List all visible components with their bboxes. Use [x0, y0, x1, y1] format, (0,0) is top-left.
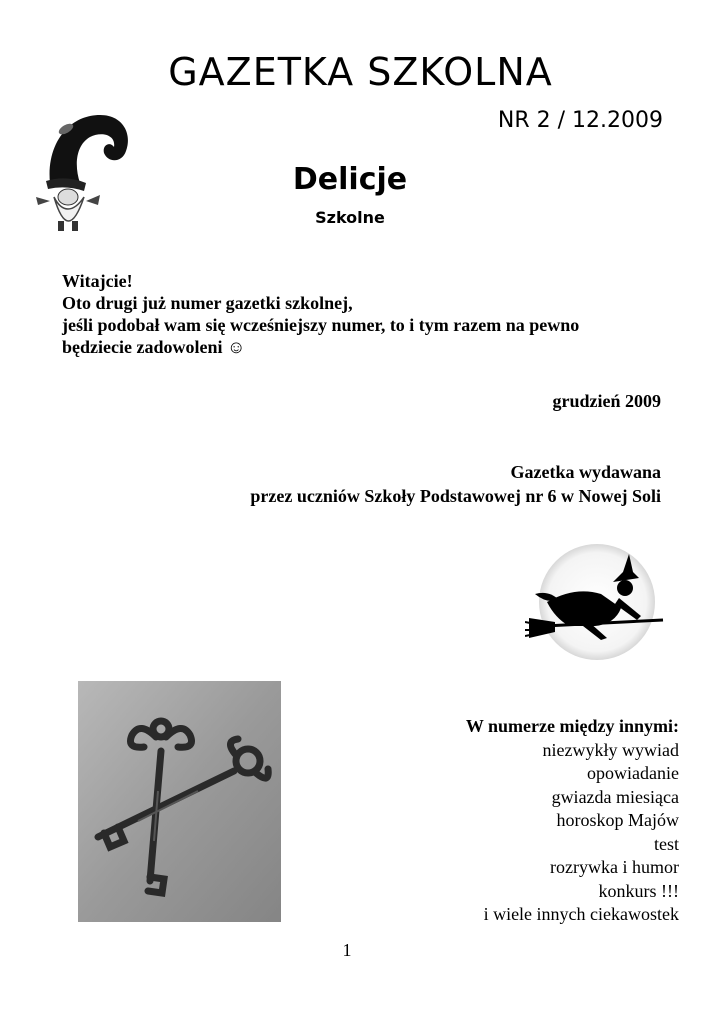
contents-item: gwiazda miesiąca [551, 786, 679, 807]
intro-line: Witajcie! [62, 271, 133, 291]
gnome-illustration [28, 105, 138, 245]
intro-text [62, 270, 682, 358]
page-number: 1 [342, 940, 352, 960]
publisher-line: Gazetka wydawana [510, 462, 661, 482]
contents-item: horoskop Majów [556, 810, 679, 830]
publisher-line: przez uczniów Szkoły Podstawowej nr 6 w Nowej Soli [250, 486, 661, 506]
magazine-subtitle: Szkolne [315, 208, 385, 227]
contents-heading: W numerze między innymi: [465, 716, 679, 736]
witch-on-broom-illustration [525, 542, 670, 662]
contents-item: niezwykły wywiad [542, 739, 679, 760]
issue-number: NR 2 / 12.2009 [497, 108, 663, 133]
intro-line: Oto drugi już numer gazetki szkolnej, [62, 293, 353, 313]
contents-item: rozrywka i humor [550, 857, 679, 877]
contents-item: opowiadanie [587, 763, 679, 783]
contents-item: konkurs !!! [598, 880, 679, 901]
contents-list [379, 715, 679, 927]
old-keys-photo [78, 681, 281, 922]
publisher-info [61, 460, 661, 508]
intro-line: będziecie zadowoleni ☺ [62, 337, 246, 357]
magazine-name: Delicje [292, 162, 408, 197]
intro-line: jeśli podobał wam się wcześniejszy numer, to i tym razem na pewno [62, 315, 580, 335]
newspaper-title: GAZETKA SZKOLNA [168, 50, 553, 94]
contents-item: test [654, 833, 679, 854]
issue-date: grudzień 2009 [552, 391, 661, 411]
contents-item: i wiele innych ciekawostek [483, 904, 679, 924]
